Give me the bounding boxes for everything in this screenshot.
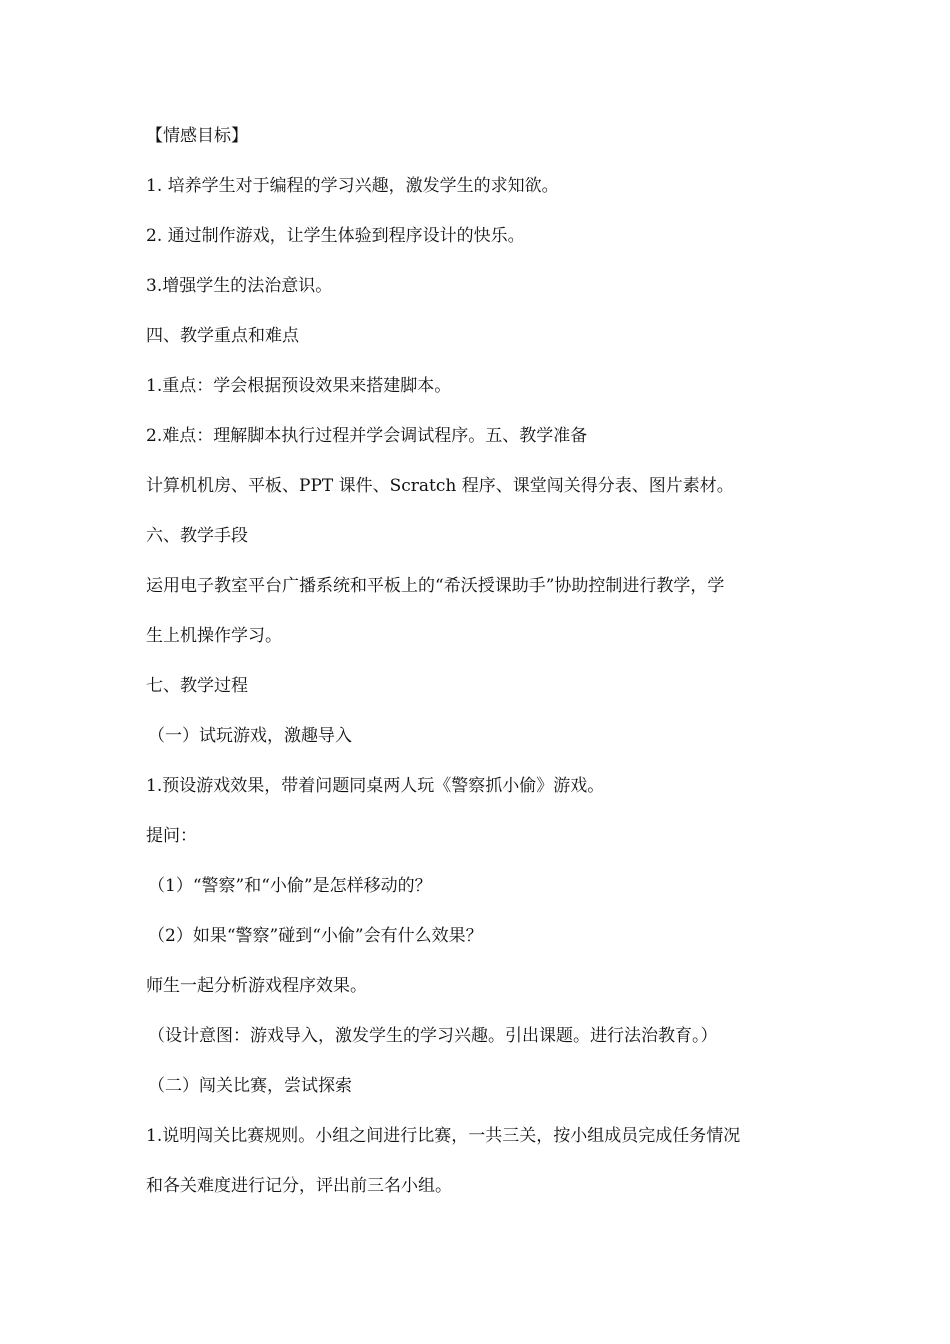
paragraph: 运用电子教室平台广播系统和平板上的“希沃授课助手”协助控制进行教学，学 [146, 576, 725, 596]
paragraph: 1.说明闯关比赛规则。小组之间进行比赛，一共三关，按小组成员完成任务情况 [146, 1126, 741, 1146]
paragraph: 3.增强学生的法治意识。 [146, 276, 333, 296]
paragraph: 计算机机房、平板、PPT 课件、Scratch 程序、课堂闯关得分表、图片素材。 [146, 476, 734, 496]
paragraph: 2. 通过制作游戏，让学生体验到程序设计的快乐。 [146, 226, 525, 246]
paragraph: 提问： [146, 826, 197, 846]
paragraph: 2.难点：理解脚本执行过程并学会调试程序。五、教学准备 [146, 426, 588, 446]
paragraph: 1.预设游戏效果，带着问题同桌两人玩《警察抓小偷》游戏。 [146, 776, 605, 796]
question-item: （2）如果“警察”碰到“小偷”会有什么效果？ [148, 926, 483, 946]
section-heading-emotional-goals: 【情感目标】 [146, 126, 248, 146]
paragraph-continuation: 生上机操作学习。 [146, 626, 282, 646]
section-heading-teaching-process: 七、教学过程 [146, 676, 248, 696]
paragraph-continuation: 和各关难度进行记分，评出前三名小组。 [146, 1176, 452, 1196]
section-heading-key-points: 四、教学重点和难点 [146, 326, 299, 346]
subsection-heading: （二）闯关比赛，尝试探索 [148, 1076, 352, 1096]
paragraph: 1. 培养学生对于编程的学习兴趣，激发学生的求知欲。 [146, 176, 559, 196]
paragraph: 1.重点：学会根据预设效果来搭建脚本。 [146, 376, 452, 396]
question-item: （1）“警察”和“小偷”是怎样移动的？ [148, 876, 432, 896]
section-heading-teaching-means: 六、教学手段 [146, 526, 248, 546]
subsection-heading: （一）试玩游戏，激趣导入 [148, 726, 352, 746]
design-intent-note: （设计意图：游戏导入，激发学生的学习兴趣。引出课题。进行法治教育。） [148, 1026, 718, 1046]
paragraph: 师生一起分析游戏程序效果。 [146, 976, 367, 996]
